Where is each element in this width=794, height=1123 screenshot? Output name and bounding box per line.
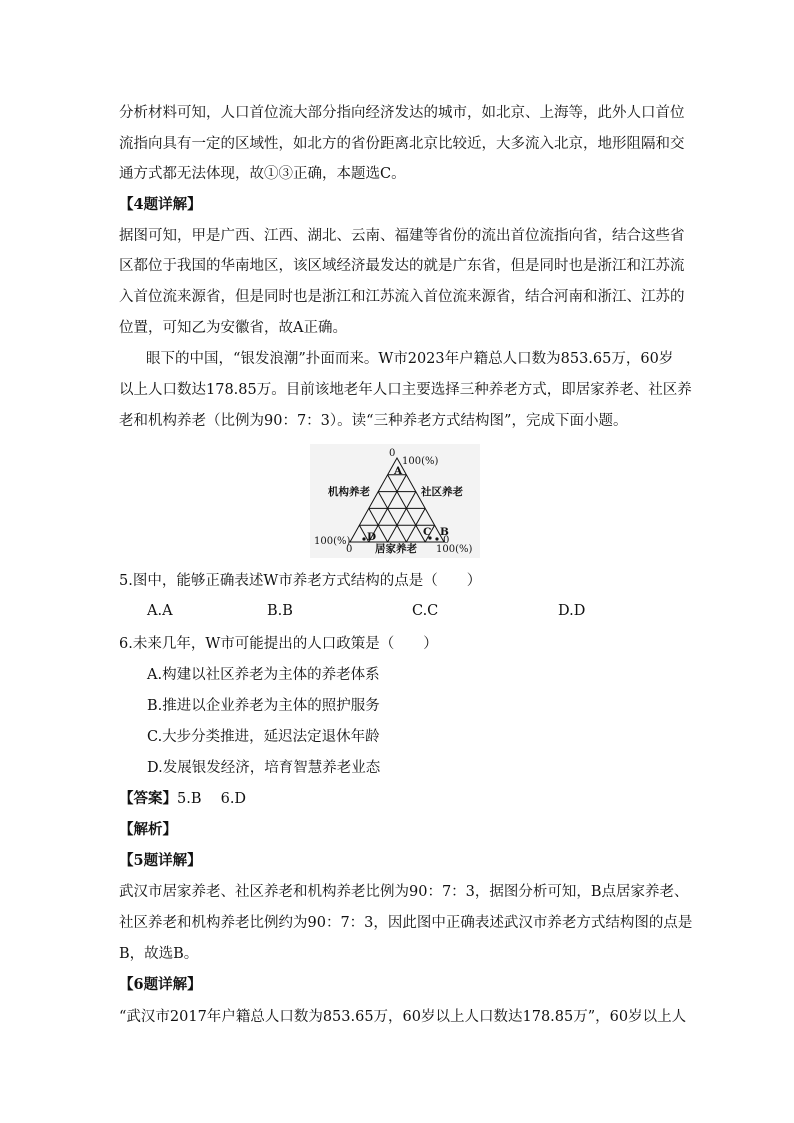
ternary-diagram [310,444,480,558]
answer-value: 5.B 6.D [177,791,247,807]
section-heading-q5: 【5题详解】 [119,852,202,869]
q6-option-c: C.大步分类推进，延迟法定退休年龄 [147,729,380,745]
paragraph-line: B，故选B。 [119,946,199,962]
paragraph-line: 老和机构养老（比例为90：7：3）。读“三种养老方式结构图”，完成下面小题。 [119,413,628,429]
paragraph-line: 据图可知，甲是广西、江西、湖北、云南、福建等省份的流出首位流指向省，结合这些省 [119,228,685,244]
paragraph-line: 入首位流来源省，但是同时也是浙江和江苏流入首位流来源省，结合河南和浙江、江苏的 [119,289,685,305]
left-zero-label: 0 [346,544,353,555]
side-label-institutional: 机构养老 [328,486,370,498]
paragraph-line: 武汉市居家养老、社区养老和机构养老比例为90：7：3，据图分析可知，B点居家养老、 [119,884,689,900]
answer-label: 【答案】 [119,790,177,807]
q5-option-a: A.A [147,603,173,619]
section-heading-q4: 【4题详解】 [119,196,202,213]
q5-option-b: B.B [267,603,293,619]
point-b-marker [435,537,438,540]
side-label-community: 社区养老 [421,486,463,498]
question-6-stem: 6.未来几年，W市可能提出的人口政策是（ ） [119,636,438,652]
point-a-label: A [394,465,403,477]
side-label-home: 居家养老 [375,543,417,555]
point-d-label: D [367,531,377,543]
q5-option-d: D.D [558,603,586,619]
paragraph-line: 眼下的中国，“银发浪潮”扑面而来。W市2023年户籍总人口数为853.65万，60岁 [146,351,674,367]
right-zero-label: 0 [443,535,450,546]
left-percent-label: 100(%) [314,536,351,547]
paragraph-line: 通方式都无法体现，故①③正确，本题选C。 [119,166,406,182]
q6-option-a: A.构建以社区养老为主体的养老体系 [147,667,380,683]
paragraph-line: 流指向具有一定的区域性，如北方的省份距离北京比较近，大多流入北京，地形阻隔和交 [119,136,685,152]
paragraph-line: 社区养老和机构养老比例约为90：7：3，因此图中正确表述武汉市养老方式结构图的点是 [119,915,693,931]
q6-option-d: D.发展银发经济，培育智慧养老业态 [147,760,381,776]
q5-option-c: C.C [412,603,439,619]
paragraph-line: 位置，可知乙为安徽省，故A正确。 [119,320,347,336]
paragraph-line: 分析材料可知，人口首位流大部分指向经济发达的城市，如北京、上海等，此外人口首位 [119,105,685,121]
top-percent-label: 100(%) [402,456,439,467]
ternary-diagram-svg [310,444,480,558]
answer-line [119,789,679,809]
paragraph-line: 区都位于我国的华南地区，该区域经济最发达的就是广东省，但是同时也是浙江和江苏流 [119,258,685,274]
question-5-stem: 5.图中，能够正确表述W市养老方式结构的点是（ ） [119,573,482,589]
top-zero-label: 0 [389,448,396,459]
paragraph-line: 以上人口数达178.85万。目前该地老年人口主要选择三种养老方式，即居家养老、社区养 [119,382,692,398]
paragraph-line: “武汉市2017年户籍总人口数为853.65万，60岁以上人口数达178.85万”，60岁以上人 [119,1009,687,1025]
right-percent-label: 100(%) [436,544,473,555]
q6-option-b: B.推进以企业养老为主体的照护服务 [147,698,380,714]
question-5-options [147,603,687,623]
point-c-label: C [423,526,432,538]
section-heading-q6: 【6题详解】 [119,976,202,993]
point-d-marker [362,537,365,540]
point-b-label: B [440,526,449,538]
analysis-heading: 【解析】 [119,821,177,838]
